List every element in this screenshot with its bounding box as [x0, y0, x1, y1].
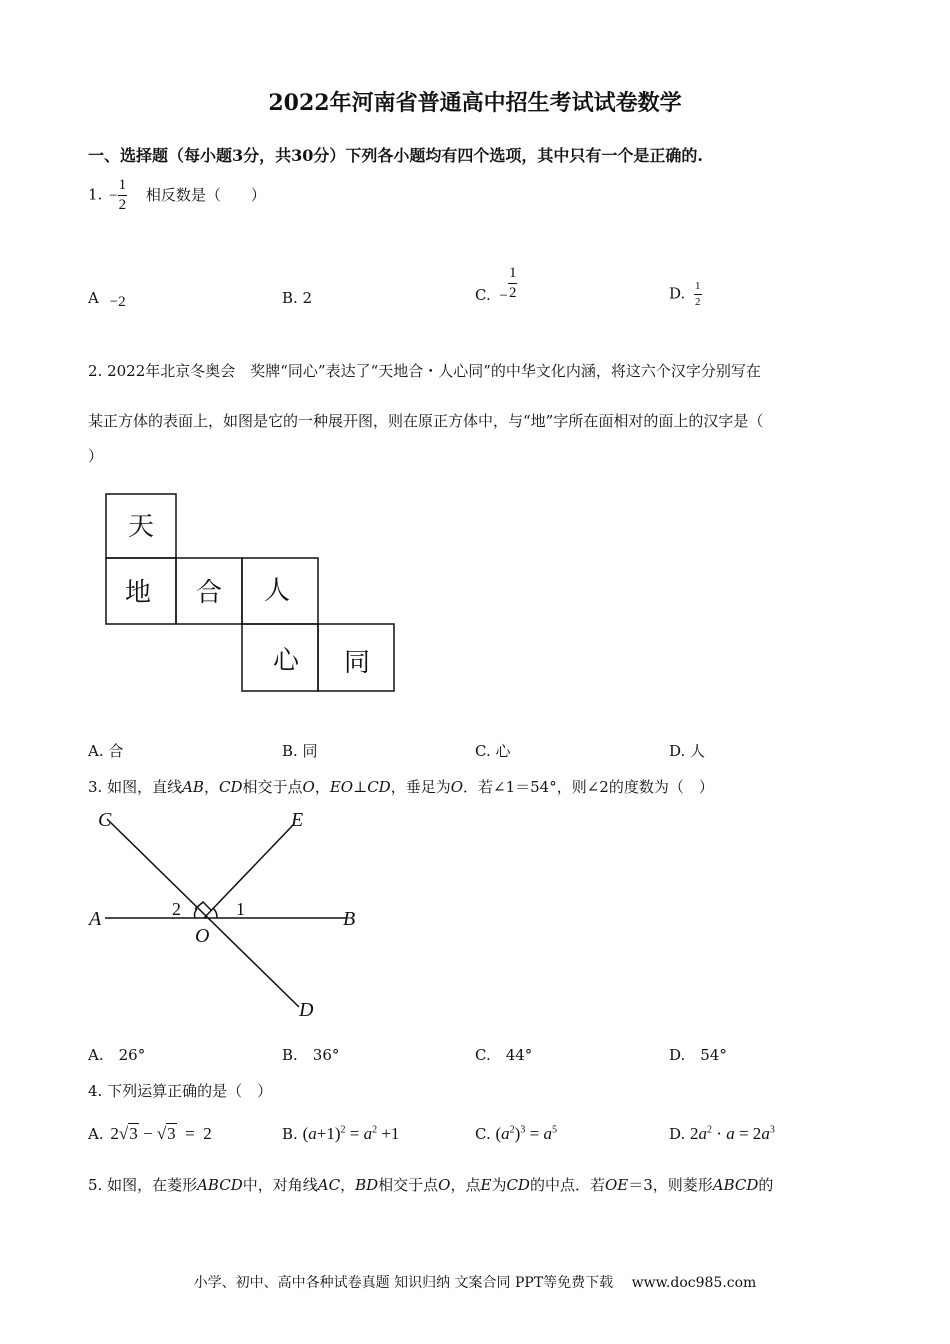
- q5-stem: [88, 1174, 773, 1195]
- expr-part: +1: [377, 1124, 400, 1143]
- q3-eo: EO: [329, 778, 354, 796]
- q3-stem-part: ，垂足为: [390, 778, 451, 796]
- label-d: D: [299, 999, 314, 1021]
- label-angle-1: 1: [236, 899, 245, 919]
- q4-option-a-label: A.: [88, 1125, 104, 1143]
- expr-exp: 3: [520, 1124, 526, 1136]
- expr-part: = 2: [734, 1124, 762, 1143]
- expr-part: =: [345, 1124, 364, 1143]
- q2-line2: 某正方体的表面上，如图是它的一种展开图，则在原正方体中，与“地”字所在面相对的面上的汉字是（: [88, 412, 764, 430]
- q3-option-d: D. 54°: [669, 1046, 727, 1064]
- q3-cd: CD: [218, 778, 243, 796]
- q1-option-d: [669, 281, 702, 308]
- q1-option-a-label: A: [88, 289, 99, 307]
- q5-o: O: [438, 1176, 451, 1194]
- q5-stem-part: 为: [491, 1176, 507, 1194]
- expr-part: = 2: [176, 1124, 212, 1143]
- q1-option-c-num: 1: [508, 266, 518, 284]
- q1-option-b: B. 2: [282, 289, 313, 307]
- angle-2-arc: [195, 909, 197, 918]
- q3-o: O: [302, 778, 315, 796]
- net-char-1: 地: [124, 578, 152, 607]
- expr-var: a: [698, 1124, 708, 1143]
- section-heading: 一、选择题（每小题3分，共30分）下列各小题均有四个选项，其中只有一个是正确的.: [88, 146, 703, 165]
- q2-option-b: B. 同: [282, 742, 318, 760]
- q2-option-a: A. 合: [88, 742, 124, 760]
- q1-sign: −: [109, 187, 118, 204]
- q5-abcd: ABCD: [197, 1176, 243, 1194]
- label-a: A: [89, 908, 102, 930]
- expr-part: 2: [690, 1124, 699, 1143]
- expr-exp: 2: [509, 1124, 515, 1136]
- q4-option-d-label: D.: [669, 1125, 686, 1143]
- q5-stem-part: 的: [758, 1176, 774, 1194]
- q1-option-d-label: D.: [669, 284, 686, 303]
- q3-option-b: B. 36°: [282, 1046, 340, 1064]
- expr-var: a: [363, 1124, 373, 1143]
- expr-exp: 3: [769, 1124, 775, 1136]
- q4-stem: 4. 下列运算正确的是（ ）: [88, 1082, 273, 1100]
- expr-exp: 2: [707, 1124, 713, 1136]
- net-char-0: 天: [127, 512, 155, 541]
- label-o: O: [195, 925, 210, 947]
- q5-bd: BD: [355, 1176, 379, 1194]
- q3-o: O: [450, 778, 464, 796]
- q4-option-b-expr: [303, 1124, 400, 1143]
- q5-abcd: ABCD: [712, 1176, 759, 1194]
- label-b: B: [343, 908, 356, 930]
- angle-figure: [85, 802, 375, 1027]
- q3-cd: CD: [367, 778, 391, 796]
- q2-option-c: C. 心: [475, 742, 511, 760]
- page-footer: 小学、初中、高中各种试卷真题 知识归纳 文案合同 PPT等免费下载 www.doc985.com: [193, 1275, 757, 1291]
- q4-option-c-label: C.: [475, 1125, 491, 1143]
- expr-part: ): [514, 1124, 521, 1143]
- q1-text: 相反数是（ ）: [145, 185, 266, 204]
- q1-frac-num: 1: [118, 178, 128, 196]
- q5-oe: OE: [604, 1176, 629, 1194]
- q5-stem-part: 中，对角线: [242, 1176, 318, 1194]
- ray-oe: [204, 824, 294, 918]
- q4-option-c-expr: [496, 1124, 557, 1143]
- question-1: [88, 178, 266, 213]
- q4-option-b-label: B.: [282, 1125, 298, 1143]
- q5-stem-part: 相交于点: [378, 1176, 439, 1194]
- q5-stem-part: 的中点．若: [529, 1176, 605, 1194]
- q3-option-c: C. 44°: [475, 1046, 533, 1064]
- expr-radicand: 3: [129, 1124, 138, 1143]
- net-char-3: 人: [263, 576, 291, 605]
- expr-exp: 2: [372, 1124, 378, 1136]
- q1-frac-den: 2: [118, 197, 127, 213]
- label-c: C: [98, 809, 112, 831]
- q4-option-d-expr: [690, 1124, 775, 1143]
- q1-option-c-label: C.: [475, 285, 491, 304]
- q5-stem-part: 5. 如图，在菱形: [88, 1176, 198, 1194]
- q4-option-b: [282, 1124, 399, 1144]
- q1-option-a: [88, 289, 126, 308]
- q3-ab: AB: [182, 778, 204, 796]
- expr-part: −: [138, 1124, 157, 1143]
- expr-part: ·: [712, 1124, 727, 1143]
- q2-line3: ）: [88, 447, 104, 465]
- expr-part: =: [525, 1124, 544, 1143]
- q3-stem-part: ．若∠1＝54°，则∠2的度数为（ ）: [463, 778, 714, 796]
- q5-cd: CD: [506, 1176, 530, 1194]
- q3-perp: ⊥: [353, 778, 368, 796]
- expr-var: a: [726, 1124, 735, 1143]
- q2-option-d: D. 人: [669, 742, 706, 760]
- q3-stem-part: ，: [314, 778, 330, 796]
- line-cd: [107, 819, 299, 1007]
- q2-line1: 2. 2022年北京冬奥会 奖牌“同心”表达了“天地合・人心同”的中华文化内涵，将这六个汉字分别写在: [88, 362, 761, 380]
- expr-var: a: [308, 1124, 317, 1143]
- label-angle-2: 2: [172, 899, 181, 919]
- angle-1-arc: [213, 908, 217, 918]
- q5-stem-part: ，点: [450, 1176, 481, 1194]
- q1-option-c-fraction: [508, 266, 518, 301]
- q1-fraction: [118, 178, 128, 213]
- q5-stem-part: ＝3，则菱形: [628, 1176, 713, 1194]
- net-char-5: 同: [343, 648, 371, 677]
- q1-option-a-value: −2: [109, 294, 126, 310]
- expr-radicand: 3: [167, 1124, 176, 1143]
- expr-part: +1): [316, 1124, 341, 1143]
- expr-part: (: [495, 1124, 502, 1143]
- q4-option-c: [475, 1124, 557, 1144]
- expr-var: a: [543, 1124, 552, 1143]
- q3-option-a: A. 26°: [88, 1046, 146, 1064]
- q4-option-d: [669, 1124, 775, 1144]
- q1-option-c: [475, 265, 517, 304]
- q4-option-a-expr: 2√3 − √3 = 2: [110, 1124, 212, 1143]
- q3-stem-part: 相交于点: [242, 778, 303, 796]
- q1-option-c-den: 2: [508, 285, 517, 301]
- q1-option-d-num: 1: [694, 281, 702, 295]
- net-char-2: 合: [195, 578, 223, 607]
- q3-stem: [88, 776, 714, 797]
- q4-option-a: [88, 1124, 212, 1144]
- net-char-4: 心: [272, 646, 300, 675]
- q1-option-d-fraction: [694, 281, 702, 308]
- q3-stem-part: ，: [203, 778, 219, 796]
- right-angle-mark: [195, 902, 211, 910]
- q5-ac: AC: [317, 1176, 341, 1194]
- page-title: 2022年河南省普通高中招生考试试卷数学: [268, 90, 682, 116]
- expr-part: (: [302, 1124, 309, 1143]
- q1-option-c-sign: −: [499, 287, 508, 304]
- label-e: E: [291, 809, 304, 831]
- q1-option-d-den: 2: [695, 296, 701, 308]
- q3-stem-part: 3. 如图，直线: [88, 778, 183, 796]
- q5-e: E: [480, 1176, 492, 1194]
- expr-exp: 2: [340, 1124, 346, 1136]
- expr-part: 2: [110, 1124, 119, 1143]
- expr-var: a: [501, 1124, 510, 1143]
- expr-var: a: [761, 1124, 770, 1143]
- q1-number: 1.: [88, 185, 103, 204]
- expr-exp: 5: [551, 1124, 557, 1136]
- q5-stem-part: ，: [340, 1176, 356, 1194]
- cube-net-figure: [100, 488, 400, 698]
